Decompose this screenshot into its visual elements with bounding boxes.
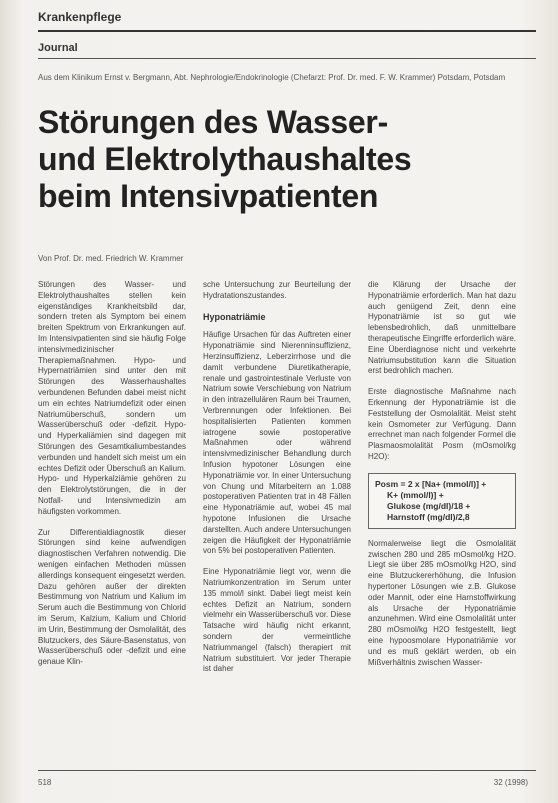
- column-3: [368, 280, 516, 678]
- paragraph: die Klärung der Ursache der Hyponatriämie erforderlich. Man hat dazu auch genügend Zeit, denn eine Hyponatriämie ist so gut wie lebensbedrohlich, daß unmittelbare therapeutische Eingriffe erforderlich wäre. Eine Überdiagnose nicht und verkehrte Natriumsubstitution kann die Situation erst bedrohlich machen.: [368, 280, 516, 376]
- paragraph: sche Untersuchung zur Beurteilung der Hydratationszustandes.: [203, 280, 351, 300]
- subheader-rule: [38, 58, 536, 59]
- subsection-label: Journal: [38, 42, 78, 54]
- paragraph: Eine Hyponatriämie liegt vor, wenn die Natriumkonzentration im Serum unter 135 mmol/l sinkt. Dabei liegt meist kein echtes Defizit an Natrium, sondern vielmehr ein Wasserüberschuß vor. Diese Tatsache wird häufig nicht erkannt, sondern der vermeintliche Natriummangel (falsch) therapiert mit Natrium substituiert. Vor jeder Therapie ist daher: [203, 567, 351, 674]
- paragraph: Normalerweise liegt die Osmolalität zwischen 280 und 285 mOsmol/kg H2O. Liegt sie über 285 mOsmol/kg H2O, sind eine Blutzuckererhöhung, die Infusion hypertoner Lösungen wie z.B. Glukose oder Mannit, oder eine Harnstoffwirkung als Ursache der Hyponatriämie anzunehmen. Wird eine Osmolalität unter 280 mOsmol/kg H2O festgestellt, liegt eine hypoosmolare Hyponatriämie vor und es muß geklärt werden, ob ein Mißverhältnis zwischen Wasser-: [368, 538, 516, 667]
- formula-line: Glukose (mg/dl)/18 +: [387, 500, 471, 511]
- title-line-1: Störungen des Wasser-: [38, 104, 388, 140]
- paragraph: Häufige Ursachen für das Auftreten einer Hyponatriämie sind Nierenninsuffizienz, Herzinsuffizienz, Leberzirrhose und die damit verbundene Diuretikatherapie, renale und gastrointestinale Verluste von Natrium sowie Verschiebung von Natrium in den intrazellulären Raum bei Traumen, Verbrennungen oder Infektionen. Bei hospitalisierten Patienten kommen iatrogene sowie postoperative Maßnahmen oder während intensivmedizinischer Behandlung durch Infusion hypotoner Lösungen eine Hyponatriämie vor. In einer Untersuchung von Chung und Mitarbeitern an 1.088 postoperativen Patienten trat in 48 Fällen eine Hyponatriämie auf, wobei 45 mal hypotone Infusionen die Ursache darstellten. Auch andere Untersuchungen zeigen die Häufigkeit der Hyponatriämie von 5% bei postoperativen Patienten.: [203, 330, 351, 556]
- column-2: [203, 280, 351, 685]
- page-number: 518: [38, 778, 52, 787]
- formula-line: K+ (mmol/l)] +: [387, 489, 444, 500]
- article-title: [38, 104, 538, 215]
- issue-number: 32 (1998): [493, 778, 528, 787]
- formula-line: Posm = 2 x [Na+ (mmol/l)] +: [375, 478, 487, 489]
- footer-rule: [38, 770, 536, 771]
- title-line-3: beim Intensivpatienten: [38, 178, 379, 214]
- formula-line: Harnstoff (mg/dl)/2,8: [387, 511, 470, 522]
- section-label: Krankenpflege: [38, 10, 122, 24]
- author-line: Von Prof. Dr. med. Friedrich W. Krammer: [38, 254, 184, 263]
- paragraph: Erste diagnostische Maßnahme nach Erkennung der Hyponatriämie ist die Feststellung der Osmolalität. Meist steht kein Osmometer zur Verfügung. Dann errechnet man nach folgender Formel die Plasmaosmolalität Posm (mOsmol/kg H2O):: [368, 387, 516, 461]
- title-line-2: und Elektrolythaushaltes: [38, 141, 412, 177]
- header-rule: [38, 30, 536, 32]
- paragraph: Zur Differentialdiagnostik dieser Störungen sind keine aufwendigen diagnostischen Verfahren notwendig. Die wenigen einfachen Methoden müssen allerdings konsequent eingesetzt werden. Dazu gehören außer der direkten Bestimmung von Natrium und Kalium im Serum auch die Bestimmung von Chlorid im Serum, Kalzium, Kalium und Chlorid im Urin, Bestimmung der Osmolalität, des Blutzuckers, des Säure-Basenstatus, von Wasserüberschuß oder -defizit und eine genaue Klin-: [38, 527, 186, 667]
- column-1: [38, 280, 186, 678]
- paragraph: Störungen des Wasser- und Elektrolythaushaltes stellen kein eigenständiges Krankheitsbild dar, sondern treten als Symptom bei einem breiten Spektrum von Erkrankungen auf. Im Intensivpatienten sind sie häufig Folge intensivmedizinischer Therapiemaßnahmen. Hypo- und Hypernatriämien sind unter den mit Störungen des Wasserhaushaltes verbundenen Befunden dabei meist nicht um ein echtes Natriumdefizit oder einen Natriumüberschuß, sondern um Wasserüberschuß oder -defizit. Hypo- und Hyperkaliämien sind dagegen mit Störungen des Gesamtkaliumbestandes verbunden und handelt sich meist um ein echtes Defizit oder Überschuß an Kalium. Hypo- und Hyperkalziämie gehören zu den Elektrolytstörungen, die in der Notfall- und Intensivmedizin am häufigsten vorkommen.: [38, 280, 186, 516]
- osmolality-formula-box: [368, 473, 516, 529]
- section-heading: Hyponatriämie: [203, 311, 266, 322]
- affiliation: Aus dem Klinikum Ernst v. Bergmann, Abt. Nephrologie/Endokrinologie (Chefarzt: Prof. Dr. med. F. W. Krammer) Potsdam, Potsdam: [38, 73, 506, 82]
